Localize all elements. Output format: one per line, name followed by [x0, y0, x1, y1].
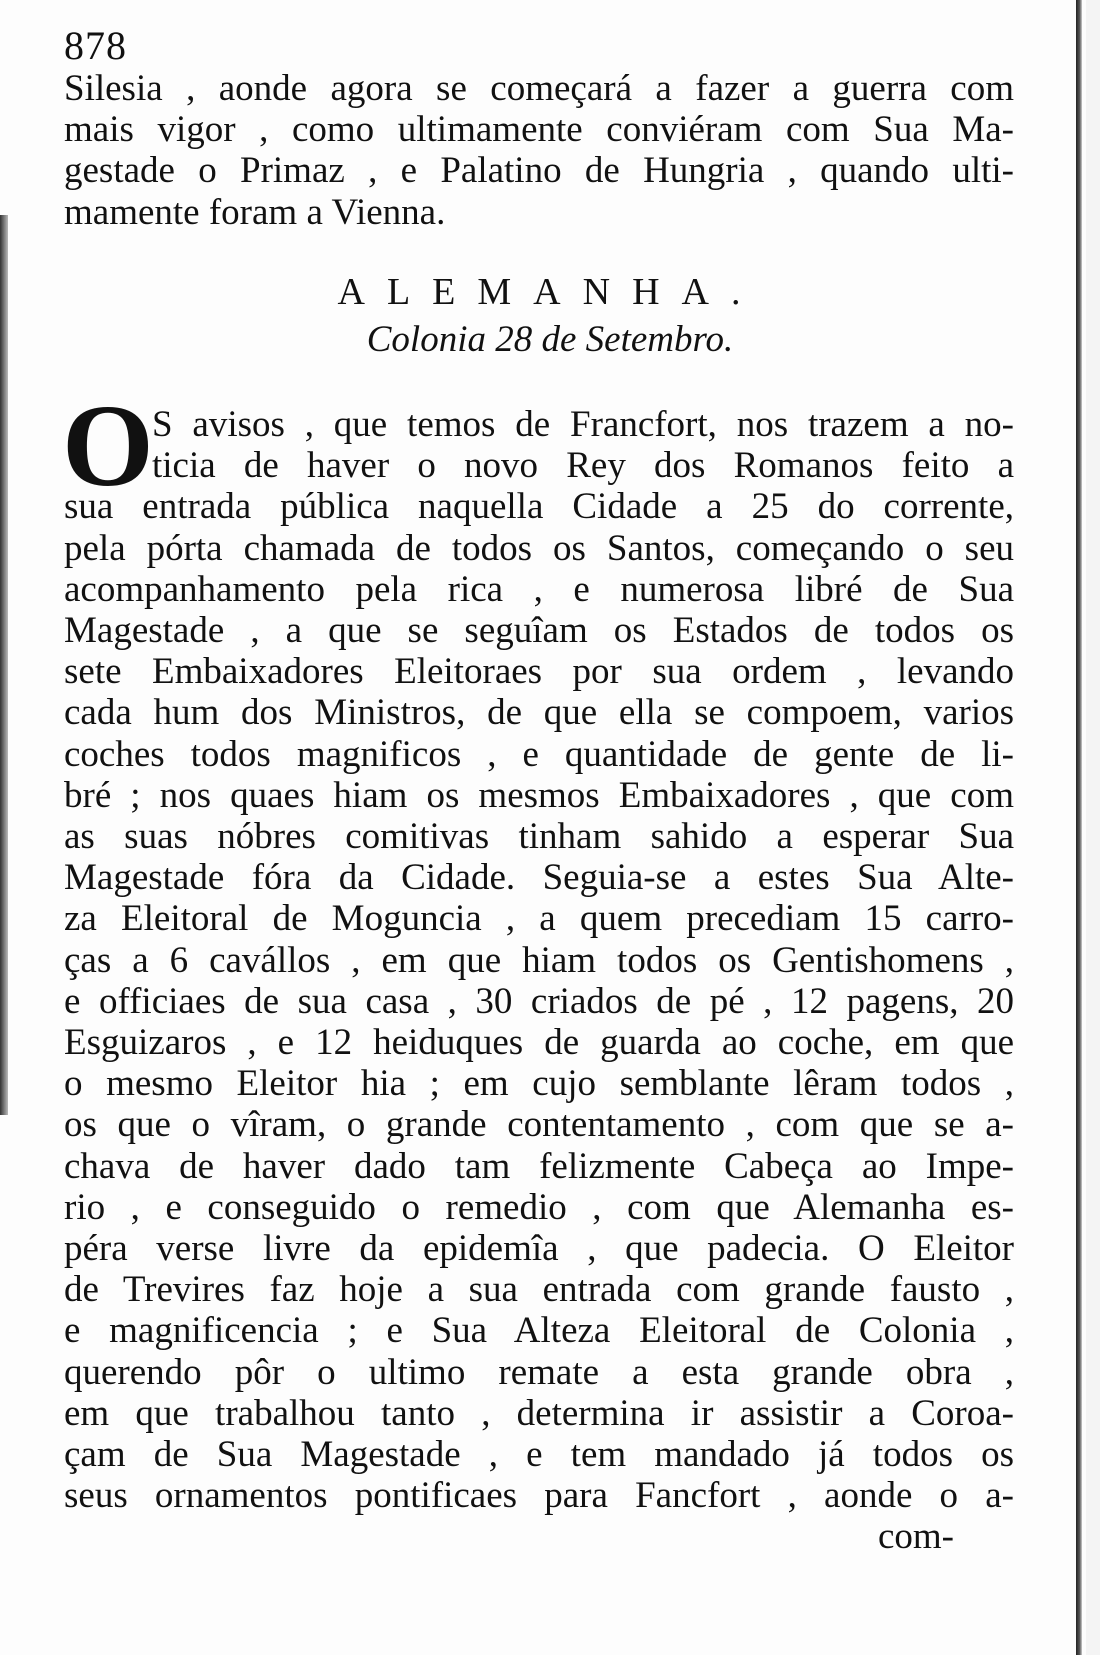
- body-line: os que o vîram, o grande contentamento , com que se a-: [64, 1104, 1014, 1146]
- body-line: ticia de haver o novo Rey dos Romanos feito a: [152, 445, 1014, 487]
- dateline: Colonia 28 de Setembro.: [366, 319, 734, 360]
- intro-line: gestade o Primaz , e Palatino de Hungria , quando ulti-: [64, 150, 1014, 192]
- body-line: acompanhamento pela rica , e numerosa libré de Sua: [64, 568, 1014, 610]
- page-edge-right: [1086, 0, 1100, 1655]
- body-line: de Trevires faz hoje a sua entrada com grande fausto ,: [64, 1269, 1014, 1311]
- body-line: em que trabalhou tanto , determina ir assistir a Coroa-: [64, 1392, 1014, 1434]
- body-line: Magestade , a que se seguîam os Estados de todos os: [64, 610, 1014, 652]
- body-line: cada hum dos Ministros, de que ella se compoem, varios: [64, 692, 1014, 734]
- intro-line: mais vigor , como ultimamente conviéram com Sua Ma-: [64, 109, 1014, 151]
- body-line: sete Embaixadores Eleitoraes por sua ordem , levando: [64, 651, 1014, 693]
- body-line: Magestade fóra da Cidade. Seguia-se a estes Sua Alte-: [64, 857, 1014, 899]
- intro-paragraph: [64, 68, 1014, 233]
- intro-line: Silesia , aonde agora se começará a fazer a guerra com: [64, 68, 1014, 109]
- body-line: chava de haver dado tam felizmente Cabeça ao Impe-: [64, 1145, 1014, 1187]
- body-line: çam de Sua Magestade , e tem mandado já todos os: [64, 1434, 1014, 1476]
- body-line: coches todos magnificos , e quantidade de gente de li-: [64, 733, 1014, 775]
- body-line: o mesmo Eleitor hia ; em cujo semblante lêram todos ,: [64, 1063, 1014, 1105]
- intro-line: mamente foram a Vienna.: [64, 191, 446, 233]
- body-line: seus ornamentos pontificaes para Fancfort , aonde o a-: [64, 1475, 1014, 1517]
- drop-cap: O: [62, 380, 154, 511]
- page-binding-shadow: [1076, 0, 1082, 1655]
- body-line: sua entrada pública naquella Cidade a 25 do corrente,: [64, 486, 1014, 528]
- article-body: [64, 404, 1014, 1558]
- body-line: pela pórta chamada de todos os Santos, começando o seu: [64, 527, 1014, 569]
- catchword: com-: [877, 1516, 954, 1558]
- section-title: ALEMANHA.: [337, 271, 763, 313]
- body-line: péra verse livre da epidemîa , que padecia. O Eleitor: [64, 1228, 1014, 1270]
- body-line: e magnificencia ; e Sua Alteza Eleitoral de Colonia ,: [64, 1310, 1014, 1352]
- body-line: ças a 6 cavállos , em que hiam todos os Gentishomens ,: [64, 939, 1014, 981]
- body-line: e officiaes de sua casa , 30 criados de pé , 12 pagens, 20: [64, 980, 1014, 1022]
- body-line: querendo pôr o ultimo remate a esta grande obra ,: [64, 1351, 1014, 1393]
- body-line: rio , e conseguido o remedio , com que Alemanha es-: [64, 1186, 1014, 1228]
- body-line: Esguizaros , e 12 heiduques de guarda ao coche, em que: [64, 1022, 1014, 1064]
- body-line: S avisos , que temos de Francfort, nos trazem a no-: [152, 404, 1014, 445]
- body-line: za Eleitoral de Moguncia , a quem precediam 15 carro-: [64, 898, 1014, 940]
- body-line: as suas nóbres comitivas tinham sahido a esperar Sua: [64, 816, 1014, 858]
- body-line: bré ; nos quaes hiam os mesmos Embaixadores , que com: [64, 774, 1014, 816]
- page-number: 878: [64, 23, 127, 68]
